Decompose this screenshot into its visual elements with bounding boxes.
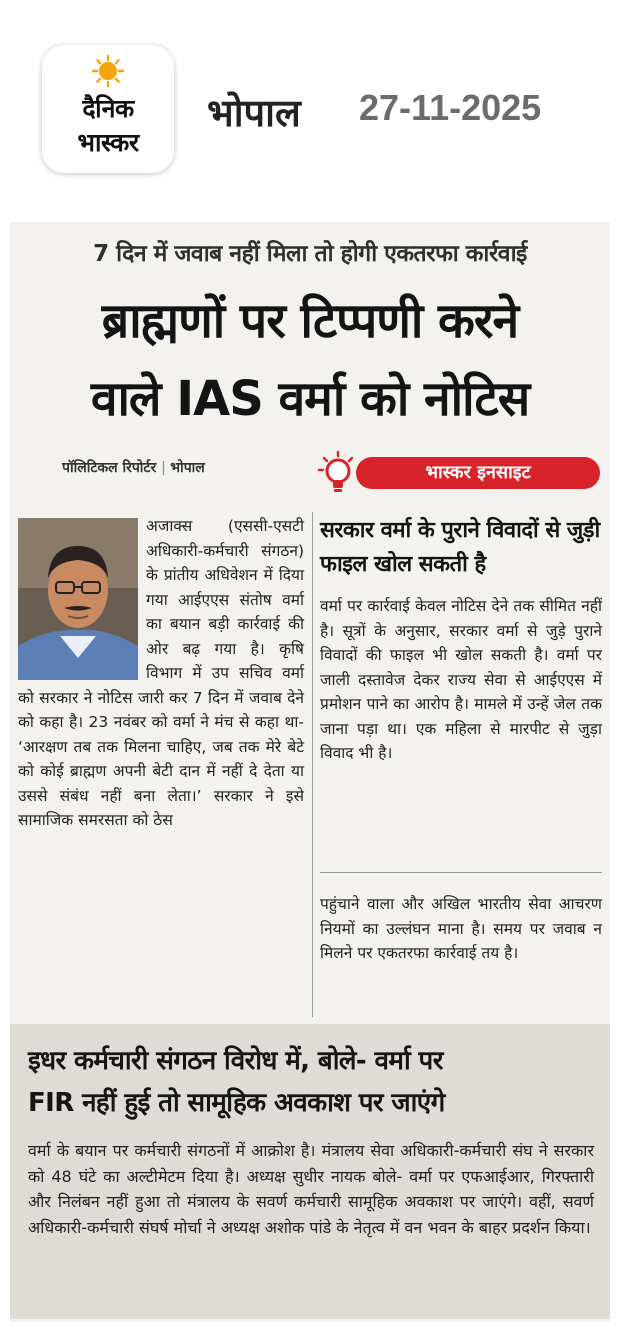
officer-photo bbox=[18, 518, 138, 680]
byline-place: भोपाल bbox=[170, 460, 205, 476]
sidebar-heading-line-1: इधर कर्मचारी संगठन विरोध में, बोले- वर्मा पर bbox=[28, 1046, 443, 1076]
sidebar-heading bbox=[28, 1040, 594, 1124]
bhaskar-insight-badge bbox=[318, 448, 600, 496]
column-divider bbox=[312, 512, 313, 1017]
logo-text-line1: दैनिक bbox=[82, 94, 134, 123]
sidebar-box bbox=[10, 1024, 610, 1319]
byline-author: पॉलिटिकल रिपोर्टर bbox=[62, 460, 157, 476]
headline-line-2: वाले IAS वर्मा को नोटिस bbox=[90, 371, 530, 427]
sidebar-paragraph: वर्मा के बयान पर कर्मचारी संगठनों में आक्रोश है। मंत्रालय सेवा अधिकारी-कर्मचारी संघ ने सरकार को 48 घंटे का अल्टीमेटम दिया है। अध्यक्ष सुधीर नायक बोले- वर्मा पर एफआईआर, गिरफ्तारी और निलंबन नहीं हुआ तो मंत्रालय के सवर्ण कर्मचारी सामूहिक अवकाश पर जाएंगे। वहीं, सवर्ण अधिकारी-कर्मचारी संघर्ष मोर्चा ने अध्यक्ष अशोक पांडे के नेतृत्व में वन भवन के बाहर प्रदर्शन किया। bbox=[28, 1141, 594, 1237]
edition-date: 27-11-2025 bbox=[359, 87, 542, 128]
sidebar-heading-line-2: FIR नहीं हुई तो सामूहिक अवकाश पर जाएंगे bbox=[28, 1088, 445, 1118]
edition-city: भोपाल bbox=[207, 91, 301, 135]
article-headline bbox=[10, 282, 610, 438]
left-paragraph: अजाक्स (एससी-एसटी अधिकारी-कर्मचारी संगठन) के प्रांतीय अधिवेशन में दिया गया आईएएस संतोष वर्मा का बयान बड़ी कार्रवाई की ओर बढ़ गया है। कृषि विभाग में उप सचिव वर्मा को सरकार ने नोटिस जारी कर 7 दिन में जवाब देने को कहा है। 23 नवंबर को वर्मा ने मंच से कहा था- ‘आरक्षण तब तक मिलना चाहिए, जब तक मेरे बेटे को कोई ब्राह्मण अपनी बेटी दान में नहीं दे देता या उससे संबंध नहीं बना लेता।’ सरकार ने इसे सामाजिक समरसता को ठेस bbox=[18, 517, 304, 829]
article-body-left bbox=[18, 514, 304, 833]
dainik-bhaskar-logo[interactable] bbox=[42, 45, 174, 173]
sun-icon bbox=[92, 55, 124, 87]
article-body-continued: पहुंचाने वाला और अखिल भारतीय सेवा आचरण नियमों का उल्लंघन माना है। समय पर जवाब न मिलने पर एकतरफा कार्रवाई तय है। bbox=[320, 895, 602, 962]
insight-divider bbox=[320, 872, 602, 873]
logo-text-line2: भास्कर bbox=[77, 128, 139, 157]
news-clipping bbox=[10, 222, 610, 1322]
article-kicker: 7 दिन में जवाब नहीं मिला तो होगी एकतरफा कार्रवाई bbox=[93, 241, 527, 267]
app-header bbox=[0, 0, 619, 205]
insight-paragraph: वर्मा पर कार्रवाई केवल नोटिस देने तक सीमित नहीं है। सूत्रों के अनुसार, सरकार वर्मा से जुड़े पुराने विवादों की फाइल भी खोल सकती है। वर्मा पर जाली दस्तावेज देकर राज्य सेवा से आईएएस में प्रमोशन पाने का आरोप है। मामले में उन्हें जेल तक जाना पड़ा था। एक महिला से मारपीट से जुड़ा विवाद भी है। bbox=[320, 597, 602, 762]
insight-label: भास्कर इनसाइट bbox=[356, 457, 600, 489]
insight-heading: सरकार वर्मा के पुराने विवादों से जुड़ी फाइल खोल सकती है bbox=[320, 518, 600, 577]
byline-separator: | bbox=[161, 460, 171, 476]
byline bbox=[62, 458, 205, 477]
headline-line-1: ब्राह्मणों पर टिप्पणी करने bbox=[101, 293, 519, 349]
